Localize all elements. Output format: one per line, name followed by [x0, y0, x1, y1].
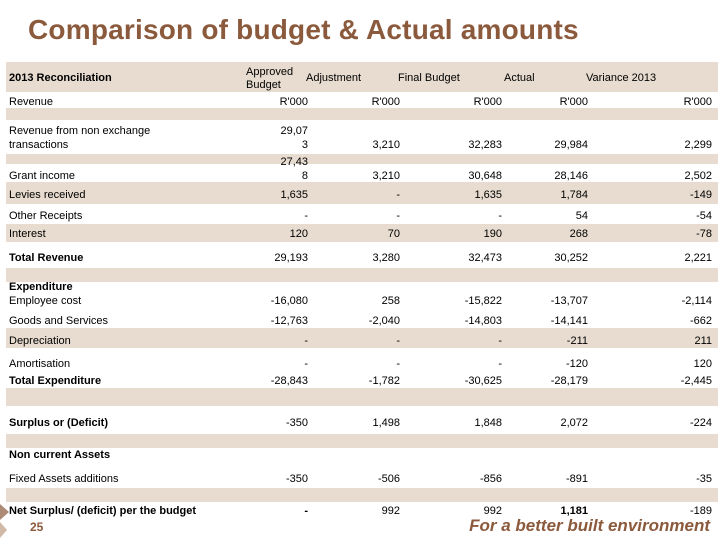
row-value: -14,141 — [550, 315, 588, 327]
row-value: - — [304, 210, 308, 222]
row-value: 70 — [387, 228, 400, 240]
row-value: 992 — [381, 505, 400, 517]
row-value: -211 — [566, 335, 588, 347]
footer-tagline: For a better built environment — [469, 516, 710, 535]
table-band — [6, 268, 718, 282]
header-adjustment: Adjustment — [306, 72, 362, 84]
row-value: 3 — [301, 139, 308, 151]
row-value: 54 — [575, 210, 588, 222]
unit-cell: R'000 — [559, 96, 588, 108]
header-final-budget: Final Budget — [398, 72, 460, 84]
row-value: 27,43 — [280, 156, 308, 168]
row-value: 29,07 — [280, 125, 308, 137]
row-value: - — [396, 335, 400, 347]
row-value: 3,210 — [372, 170, 400, 182]
section-heading: Expenditure — [9, 281, 73, 293]
row-value: 1,181 — [560, 505, 588, 517]
row-value: -506 — [377, 473, 400, 485]
row-value: - — [498, 335, 502, 347]
row-label: Employee cost — [9, 295, 82, 307]
row-value: - — [396, 210, 400, 222]
table-band — [6, 434, 718, 448]
row-value: 211 — [694, 335, 712, 347]
row-value: 30,648 — [468, 170, 502, 182]
row-value: -13,707 — [550, 295, 588, 307]
unit-cell: R'000 — [371, 96, 400, 108]
header-reconciliation: 2013 Reconciliation — [9, 72, 112, 84]
section-heading: Non current Assets — [9, 449, 111, 461]
row-value: -120 — [565, 358, 588, 370]
row-label: Goods and Services — [9, 315, 109, 327]
row-value: -224 — [689, 417, 712, 429]
header-budget: Budget — [246, 79, 281, 91]
row-label: Total Expenditure — [9, 375, 102, 387]
row-value: -54 — [696, 210, 712, 222]
row-label: Net Surplus/ (deficit) per the budget — [9, 505, 197, 517]
row-value: -2,040 — [368, 315, 400, 327]
table-band — [6, 182, 718, 204]
row-value: 29,193 — [274, 252, 308, 264]
unit-cell: R'000 — [279, 96, 308, 108]
row-value: -2,114 — [681, 295, 712, 307]
row-value: 258 — [381, 295, 400, 307]
row-label: Revenue from non exchange — [9, 125, 151, 137]
row-label: transactions — [9, 139, 69, 151]
row-value: -14,803 — [464, 315, 502, 327]
row-value: -350 — [285, 417, 308, 429]
row-label: Grant income — [9, 170, 76, 182]
row-label: Depreciation — [9, 335, 71, 347]
row-value: -856 — [479, 473, 502, 485]
table-band — [6, 328, 718, 348]
row-label: Other Receipts — [9, 210, 83, 222]
row-value: 1,848 — [474, 417, 502, 429]
row-value: -15,822 — [464, 295, 502, 307]
row-label: Interest — [9, 228, 46, 240]
row-value: 3,210 — [372, 139, 400, 151]
row-value: -16,080 — [270, 295, 308, 307]
header-variance: Variance 2013 — [586, 72, 657, 84]
row-value: 1,784 — [560, 189, 588, 201]
row-value: 190 — [483, 228, 502, 240]
row-value: 28,146 — [554, 170, 588, 182]
row-value: 120 — [289, 228, 308, 240]
row-value: 29,984 — [554, 139, 588, 151]
row-value: 1,635 — [280, 189, 308, 201]
row-value: -189 — [689, 505, 712, 517]
row-value: 2,221 — [684, 252, 712, 264]
table-header — [6, 64, 718, 94]
row-label: Surplus or (Deficit) — [9, 417, 109, 429]
page-number: 25 — [30, 520, 44, 534]
row-value: 2,072 — [560, 417, 588, 429]
row-value: -12,763 — [270, 315, 308, 327]
row-value: -350 — [285, 473, 308, 485]
row-value: 2,502 — [684, 170, 712, 182]
row-value: -30,625 — [464, 375, 502, 387]
page-title: Comparison of budget & Actual amounts — [28, 14, 579, 45]
row-value: - — [396, 189, 400, 201]
row-label: Amortisation — [9, 358, 71, 370]
row-value: -78 — [696, 228, 712, 240]
row-value: 32,473 — [468, 252, 502, 264]
row-value: 1,498 — [372, 417, 400, 429]
row-value: -2,445 — [680, 375, 712, 387]
row-value: - — [498, 210, 502, 222]
row-value: -1,782 — [368, 375, 400, 387]
row-value: -662 — [689, 315, 712, 327]
row-value: 32,283 — [468, 139, 502, 151]
unit-cell: R'000 — [683, 96, 712, 108]
row-label: Levies received — [9, 189, 86, 201]
header-actual: Actual — [504, 72, 535, 84]
row-value: 268 — [569, 228, 588, 240]
comparison-table — [6, 62, 718, 524]
row-value: 1,635 — [474, 189, 502, 201]
table-band — [6, 488, 718, 502]
row-value: - — [304, 335, 308, 347]
corner-ornament-icon — [0, 500, 18, 540]
row-value: - — [304, 358, 308, 370]
units-row — [6, 96, 718, 110]
row-label: Total Revenue — [9, 252, 84, 264]
row-value: -28,843 — [270, 375, 308, 387]
table-band — [6, 154, 718, 164]
unit-cell: R'000 — [473, 96, 502, 108]
table-band — [6, 388, 718, 406]
row-value: 992 — [483, 505, 502, 517]
row-value: -891 — [565, 473, 588, 485]
row-value: -149 — [689, 189, 712, 201]
row-value: -35 — [696, 473, 712, 485]
header-approved: Approved — [246, 66, 294, 78]
table-band — [6, 224, 718, 242]
revenue-heading: Revenue — [9, 96, 54, 108]
row-value: 8 — [301, 170, 308, 182]
row-value: 30,252 — [554, 252, 588, 264]
row-value: 2,299 — [684, 139, 712, 151]
row-value: 120 — [693, 358, 712, 370]
row-label: Fixed Assets additions — [9, 473, 119, 485]
row-value: - — [304, 505, 308, 517]
row-value: 3,280 — [372, 252, 400, 264]
row-value: - — [396, 358, 400, 370]
row-value: - — [498, 358, 502, 370]
row-value: -28,179 — [550, 375, 588, 387]
